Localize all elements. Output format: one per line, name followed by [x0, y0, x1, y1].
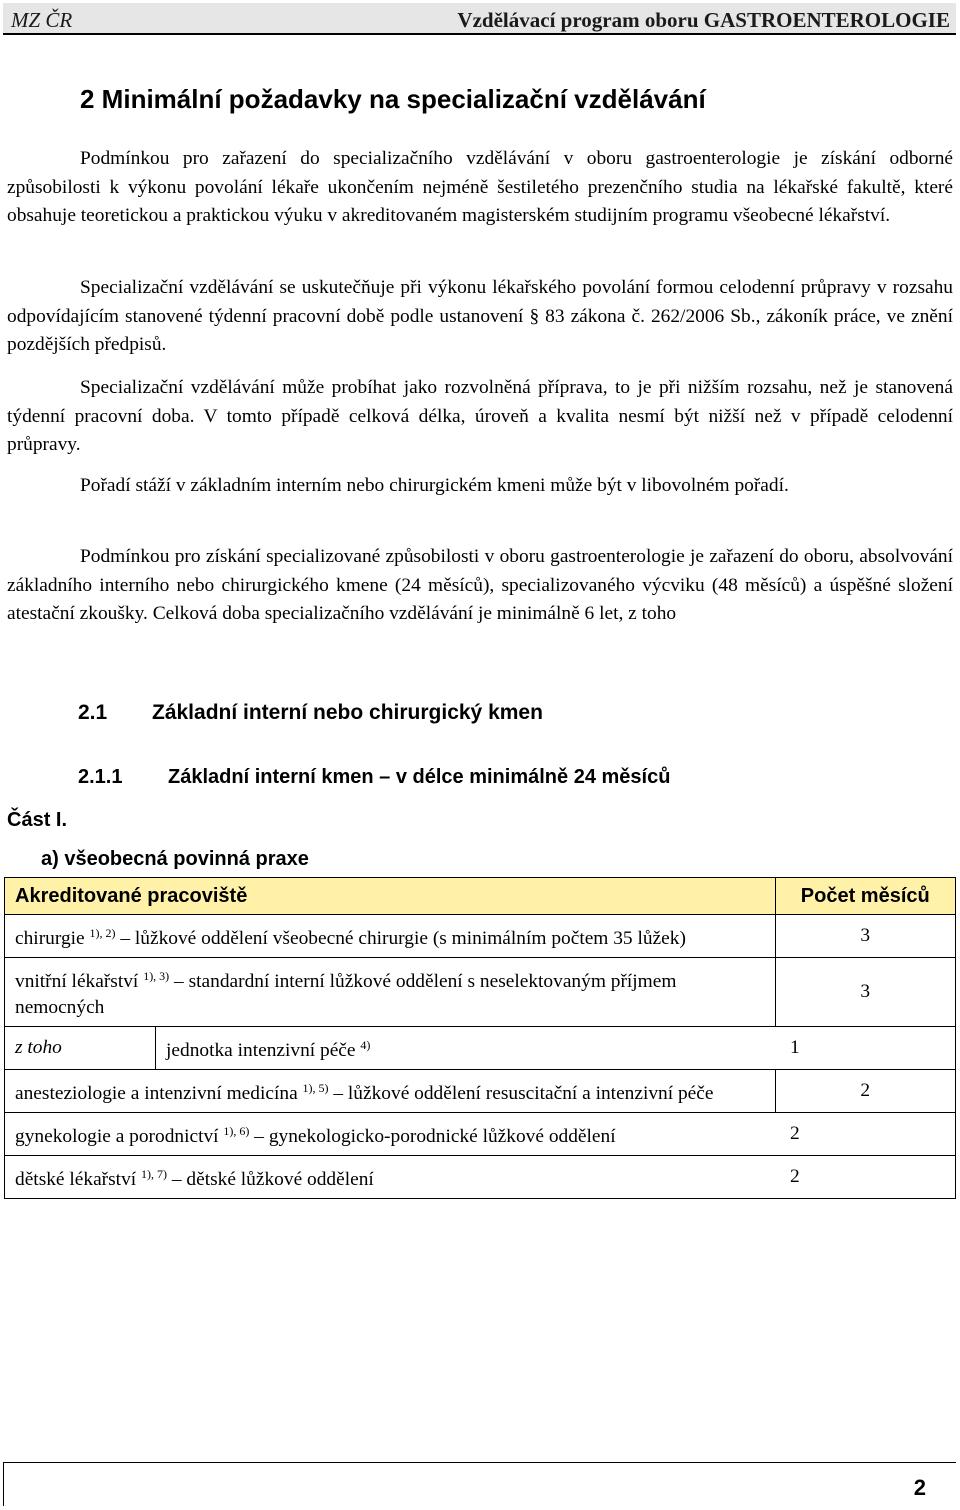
header-left: MZ ČR — [11, 8, 73, 32]
table-row: vnitřní lékařství $^{1), 3)}$ – standardní interní lůžkové oddělení s neselektovaným příjmem nemocných 3 — [5, 958, 956, 1027]
page-header — [3, 3, 956, 35]
paragraph-1: Podmínkou pro zařazení do specializačního vzdělávání v oboru gastroenterologie je získání odborné způsobilosti k výkonu povolání lékaře ukončením nejméně šestiletého prezenčního studia na lékařské fakultě, které obsahuje teoretickou a praktickou výuku v akreditovaném magisterském studijním programu všeobecné lékařství. — [7, 148, 953, 226]
table-row: anesteziologie a intenzivní medicína $^{1), 5)}$ – lůžkové oddělení resuscitační a intenzivní péče 2 — [5, 1070, 956, 1113]
table-row: gynekologie a porodnictví $^{1), 6)}$ – gynekologicko-porodnické lůžkové oddělení 2 — [5, 1113, 956, 1156]
paragraph-4: Pořadí stáží v základním interním nebo chirurgickém kmeni může být v libovolném pořadí. — [80, 475, 789, 496]
section-heading: 2.1 Základní interní nebo chirurgický kmen — [78, 701, 543, 724]
footer-frame — [3, 1462, 956, 1506]
practice-heading: a) všeobecná povinná praxe — [41, 848, 309, 870]
header-right: Vzdělávací program oboru GASTROENTEROLOGIE — [457, 8, 950, 32]
practice-table — [4, 877, 956, 1199]
table-row: chirurgie $^{1), 2)}$ – lůžkové oddělení všeobecné chirurgie (s minimálním počtem 35 lůžek) 3 — [5, 915, 956, 958]
table-row: dětské lékařství $^{1), 7)}$ – dětské lůžkové oddělení 2 — [5, 1156, 956, 1199]
table-row: z toho jednotka intenzivní péče $^{4)}$ 1 — [5, 1027, 956, 1070]
part-label: Část I. — [7, 809, 68, 831]
subsection-heading: 2.1.1 Základní interní kmen – v délce minimálně 24 měsíců — [78, 766, 671, 788]
paragraph-2: Specializační vzdělávání se uskutečňuje při výkonu lékařského povolání formou celodenní průpravy v rozsahu odpovídajícím stanovené týdenní pracovní době podle ustanovení § 83 zákona č. 262/2006 Sb., zákoník práce, ve znění pozdějších předpisů. — [7, 277, 953, 355]
header-months: Počet měsíců — [775, 878, 956, 915]
paragraph-3: Specializační vzdělávání může probíhat jako rozvolněná příprava, to je při nižším rozsahu, než je stanovená týdenní pracovní doba. V tomto případě celková délka, úroveň a kvalita nesmí být nižší než v případě celodenní průpravy. — [7, 377, 953, 455]
page-number: 2 — [913, 1475, 926, 1500]
paragraph-5: Podmínkou pro získání specializované způsobilosti v oboru gastroenterologie je zařazení do oboru, absolvování základního interního nebo chirurgického kmene (24 měsíců), specializovaného výcviku (48 měsíců) a úspěšné složení atestační zkoušky. Celková doba specializačního vzdělávání je minimálně 6 let, z toho — [7, 546, 953, 624]
header-workplace: Akreditované pracoviště — [5, 878, 776, 915]
table-header-row — [5, 878, 956, 915]
page-title: 2 Minimální požadavky na specializační vzdělávání — [80, 84, 706, 114]
